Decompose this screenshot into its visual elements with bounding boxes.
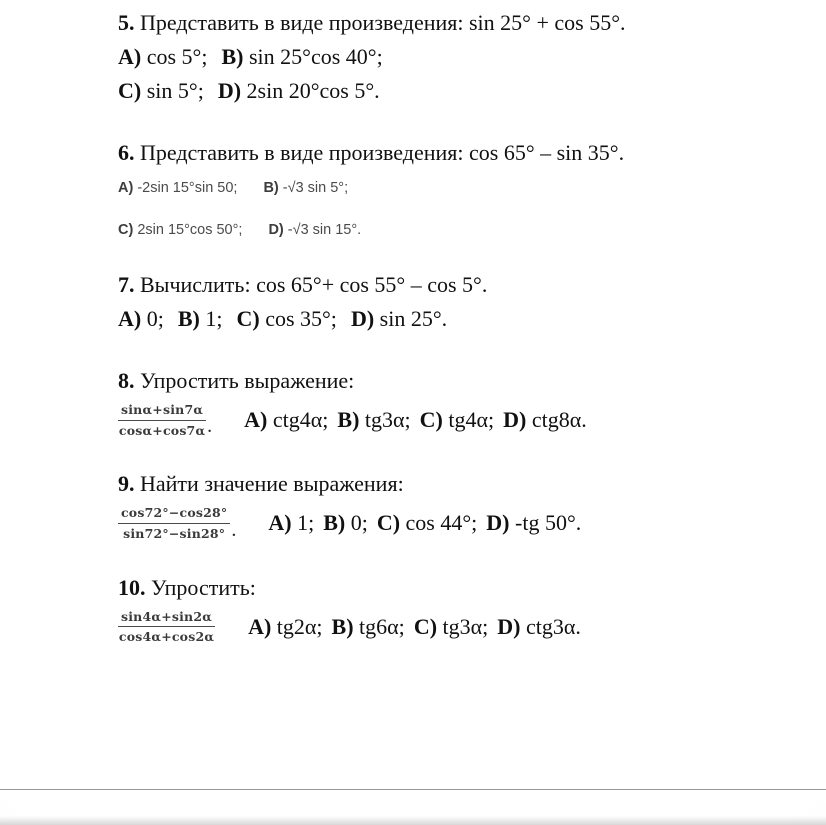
fraction xyxy=(118,609,215,645)
option-text: 0; xyxy=(350,510,368,536)
question-statement: Представить в виде произведения: cos 65° – sin 35°. xyxy=(140,140,625,165)
option-b xyxy=(337,407,410,432)
fraction xyxy=(118,402,206,438)
question-10 xyxy=(118,571,770,645)
option-label: D) xyxy=(217,78,242,103)
options-line xyxy=(268,510,590,536)
option-label: В) xyxy=(177,306,200,331)
fraction-numerator: sinα+sin7α xyxy=(118,402,206,421)
option-c xyxy=(118,78,204,103)
option-label: С) xyxy=(376,510,401,536)
option-text: tg2α; xyxy=(276,613,323,639)
fraction-suffix: . xyxy=(231,518,237,541)
option-label: D) xyxy=(497,613,521,639)
option-c xyxy=(414,614,488,639)
fraction-numerator: cos72°−cos28° xyxy=(118,505,230,524)
option-text: 2sin 15°cos 50°; xyxy=(137,222,243,238)
option-text: tg3α; xyxy=(364,407,411,433)
question-text xyxy=(118,6,750,39)
option-text: ctg3α. xyxy=(526,613,581,639)
option-text: 1; xyxy=(297,510,315,536)
option-text: tg3α; xyxy=(442,613,489,639)
option-label: А) xyxy=(118,44,142,69)
question-8 xyxy=(118,364,770,438)
question-statement: Найти значение выражения: xyxy=(140,471,404,497)
option-label: В) xyxy=(323,510,346,536)
option-c xyxy=(118,222,242,238)
option-text: ctg4α; xyxy=(272,407,329,433)
fraction-numerator: sin4α+sin2α xyxy=(118,609,215,628)
option-a xyxy=(118,180,237,196)
page-bottom-edge xyxy=(0,816,826,825)
question-statement: Упростить: xyxy=(151,574,256,600)
fraction-denominator: cosα+cos7α xyxy=(118,422,206,438)
fraction-suffix: . xyxy=(207,415,213,438)
option-text: -tg 50°. xyxy=(515,510,582,536)
option-label: С) xyxy=(236,306,260,331)
option-b xyxy=(178,306,223,331)
option-label: D) xyxy=(503,407,527,433)
fraction xyxy=(118,505,230,541)
question-7 xyxy=(118,268,770,335)
option-a xyxy=(244,407,328,432)
question-number: 8. xyxy=(118,368,135,393)
option-d xyxy=(497,614,581,639)
option-text: tg6α; xyxy=(359,613,405,639)
option-label: D) xyxy=(350,306,375,331)
question-text xyxy=(118,268,750,301)
question-number: 6. xyxy=(118,140,135,165)
fraction-options-line xyxy=(118,505,770,541)
option-c xyxy=(420,407,494,432)
option-label: А) xyxy=(248,613,272,639)
option-text: -2sin 15°sin 50; xyxy=(137,180,238,196)
option-c xyxy=(377,510,477,535)
question-text xyxy=(118,571,750,604)
option-text: 2sin 20°cos 5°. xyxy=(246,78,380,103)
option-c xyxy=(236,306,336,331)
option-text: 1; xyxy=(205,306,223,331)
option-d xyxy=(503,407,587,432)
option-label: В) xyxy=(221,44,244,69)
option-b xyxy=(263,180,348,196)
option-label: А) xyxy=(244,407,268,433)
option-b xyxy=(221,44,382,69)
question-text xyxy=(118,364,750,397)
option-label: D) xyxy=(268,222,284,238)
options-line xyxy=(118,179,770,197)
option-a xyxy=(268,510,314,535)
options-line xyxy=(118,221,770,239)
question-statement: Упростить выражение: xyxy=(140,368,355,393)
option-a xyxy=(118,44,207,69)
option-a xyxy=(118,306,164,331)
fraction-options-line xyxy=(118,609,770,645)
option-text: tg4α; xyxy=(448,407,495,433)
option-label: С) xyxy=(413,613,438,639)
option-label: С) xyxy=(118,78,142,103)
option-text: sin 25°cos 40°; xyxy=(248,44,383,69)
option-label: С) xyxy=(419,407,443,433)
question-number: 5. xyxy=(118,10,135,35)
question-6 xyxy=(118,136,770,239)
question-5 xyxy=(118,6,770,107)
question-statement: Представить в виде произведения: sin 25° + cos 55°. xyxy=(140,10,626,35)
option-text: 0; xyxy=(146,306,164,331)
option-text: ctg8α. xyxy=(531,407,587,433)
option-label: В) xyxy=(337,407,360,433)
question-number: 10. xyxy=(118,574,146,600)
option-label: C) xyxy=(118,222,134,238)
option-d xyxy=(218,78,380,103)
fraction-denominator: cos4α+cos2α xyxy=(118,629,215,645)
option-label: A) xyxy=(118,180,134,196)
option-b xyxy=(323,510,368,535)
option-text: sin 25°. xyxy=(379,306,448,331)
option-label: B) xyxy=(263,180,279,196)
option-label: D) xyxy=(486,510,510,536)
option-d xyxy=(351,306,447,331)
fraction-denominator: sin72°−sin28° xyxy=(123,525,226,541)
option-d xyxy=(268,222,361,238)
option-b xyxy=(332,614,405,639)
question-number: 9. xyxy=(118,471,135,497)
option-text: sin 5°; xyxy=(146,78,204,103)
question-number: 7. xyxy=(118,272,135,297)
options-line xyxy=(248,614,590,640)
option-text: -√3 sin 5°; xyxy=(282,180,349,196)
option-d xyxy=(486,510,581,535)
question-text xyxy=(118,467,750,500)
option-a xyxy=(248,614,322,639)
options-line xyxy=(118,74,770,107)
question-statement: Вычислить: cos 65°+ cos 55° – cos 5°. xyxy=(140,272,488,297)
option-label: В) xyxy=(331,613,354,639)
option-text: -√3 sin 15°. xyxy=(287,222,362,238)
option-text: cos 44°; xyxy=(405,510,478,536)
option-text: cos 35°; xyxy=(265,306,337,331)
fraction-options-line xyxy=(118,402,770,438)
page-bottom-divider xyxy=(0,789,826,790)
question-9 xyxy=(118,467,770,541)
options-line xyxy=(244,407,596,433)
question-text xyxy=(118,136,750,169)
options-line xyxy=(118,40,770,73)
option-text: cos 5°; xyxy=(146,44,208,69)
option-label: А) xyxy=(268,510,292,536)
options-line xyxy=(118,302,770,335)
options-block xyxy=(118,179,770,239)
option-label: А) xyxy=(118,306,142,331)
